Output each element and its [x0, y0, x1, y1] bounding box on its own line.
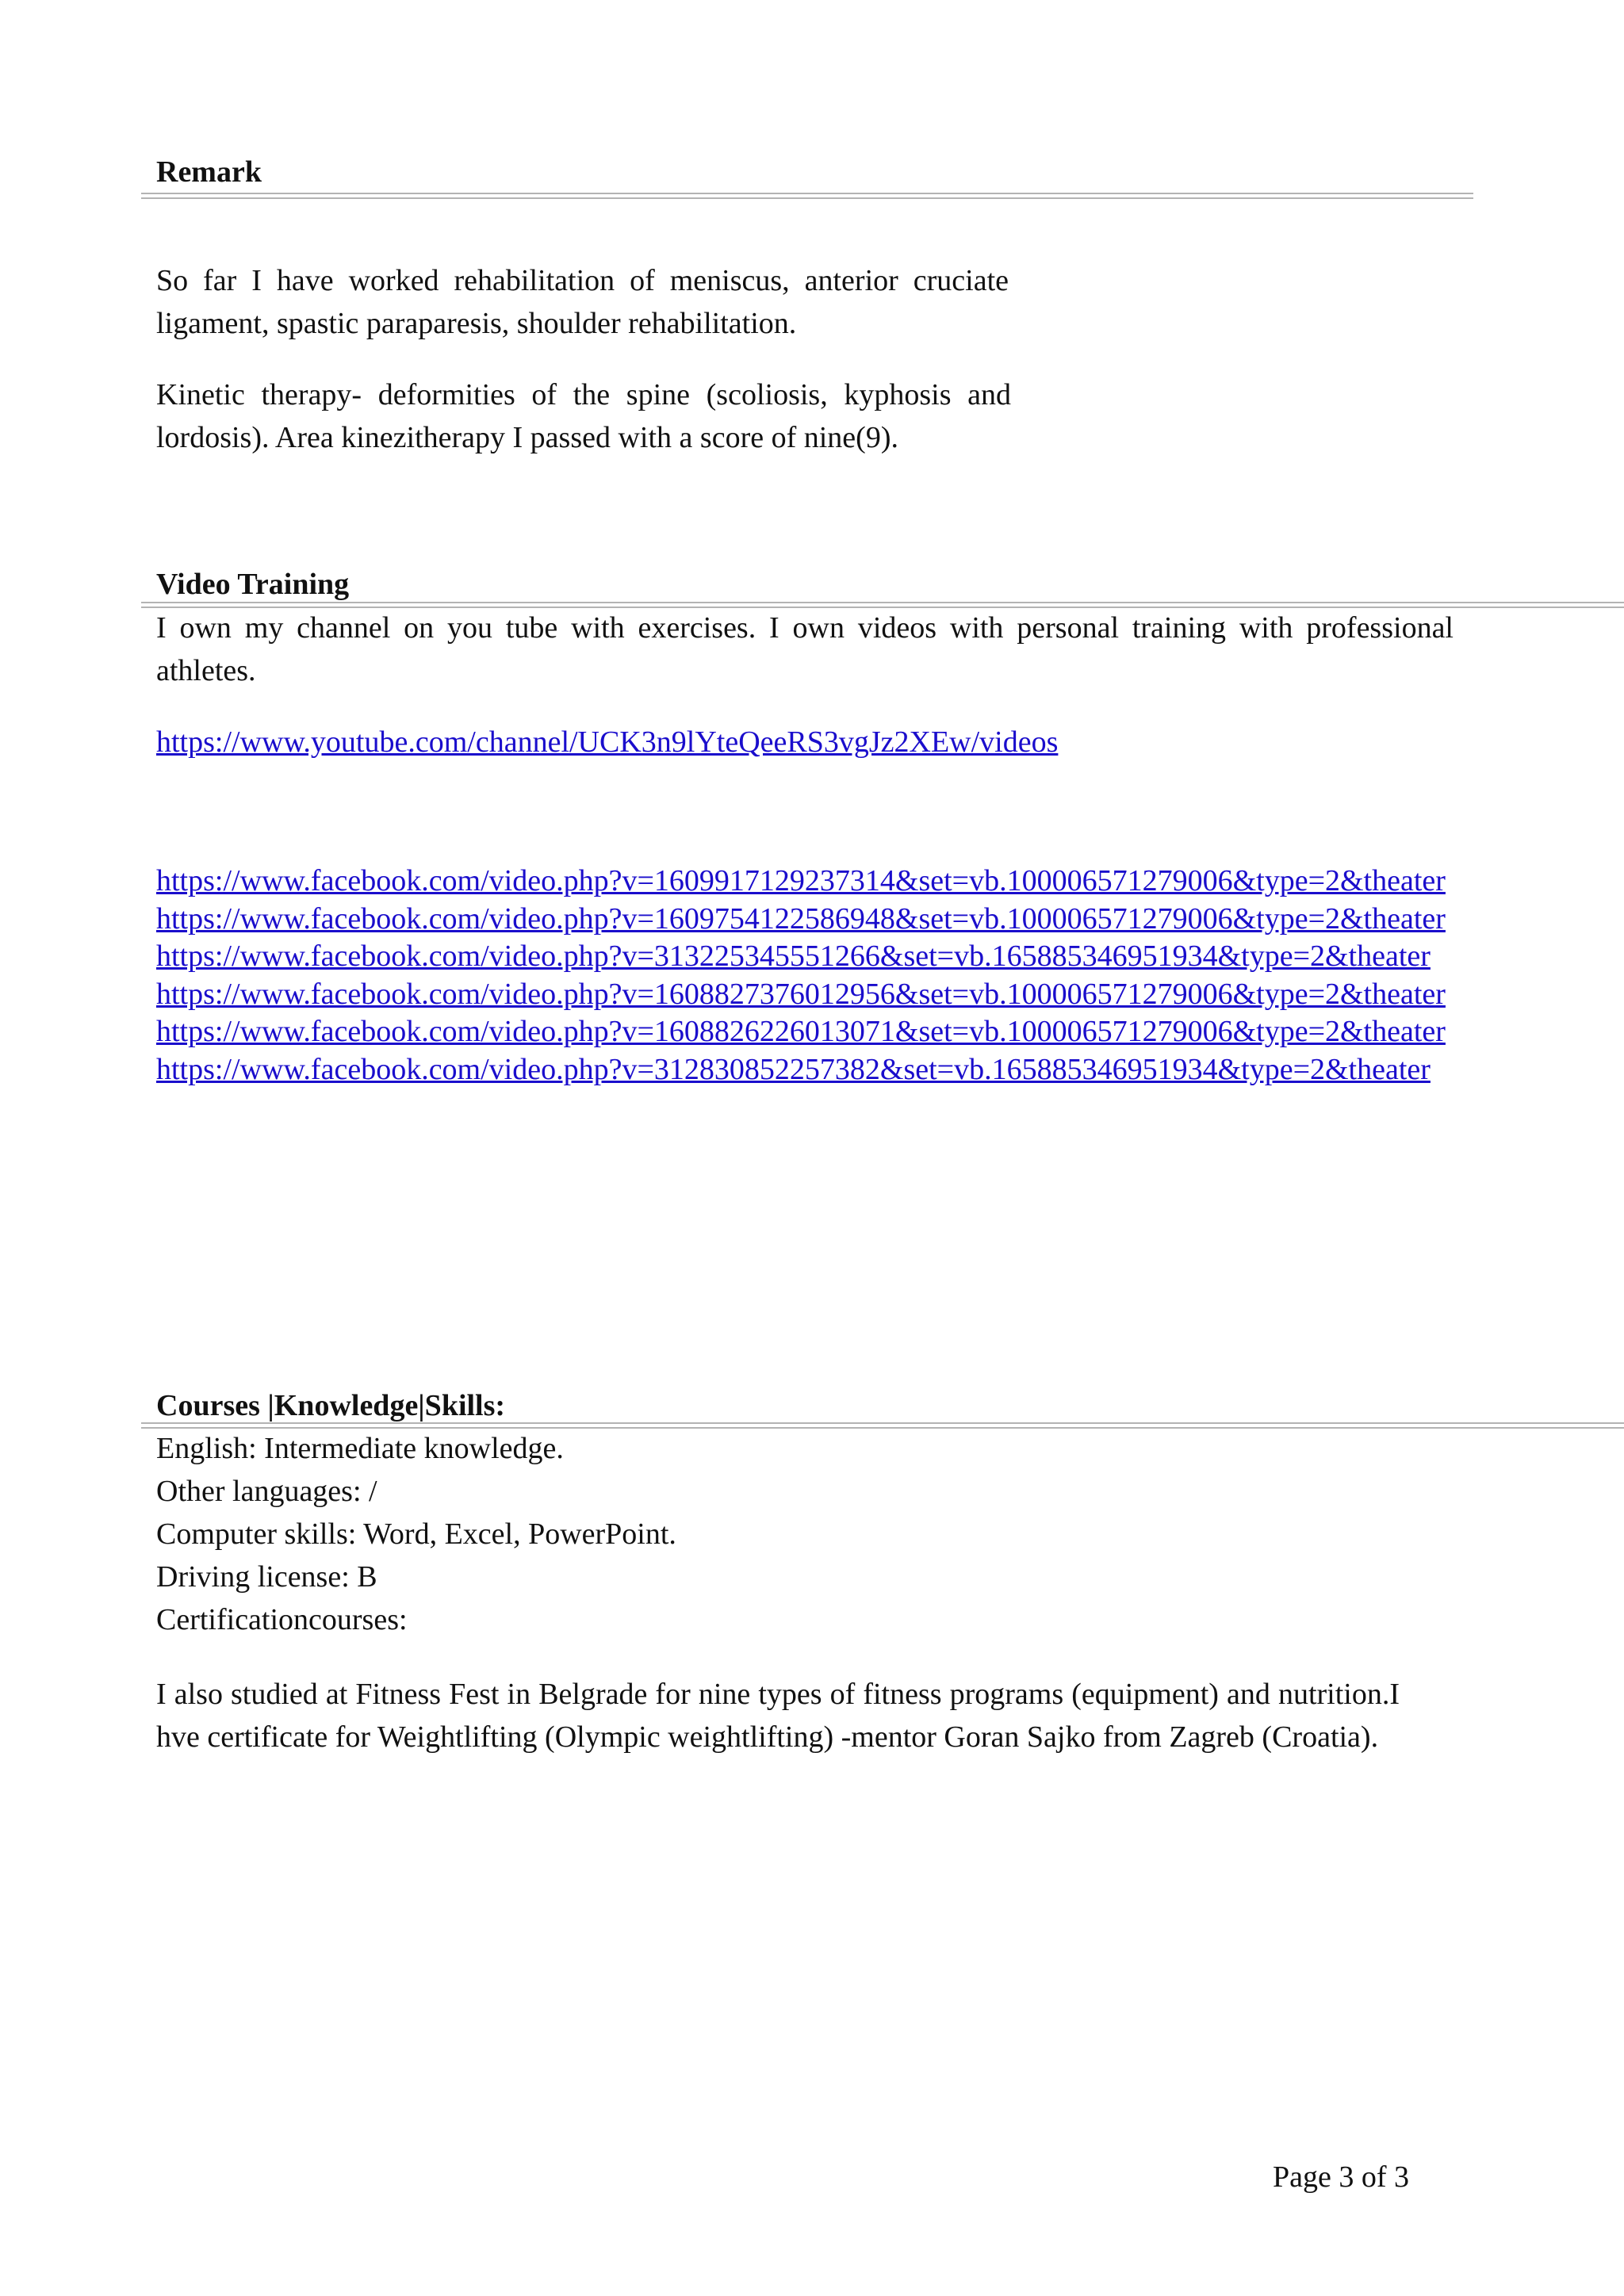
skill-item-computer: Computer skills: Word, Excel, PowerPoint.: [156, 1517, 676, 1551]
facebook-video-link[interactable]: https://www.facebook.com/video.php?v=1609917129237314&set=vb.100006571279006&type=2&theater: [156, 864, 1446, 897]
remark-divider: [141, 193, 1473, 199]
skill-item-driving: Driving license: B: [156, 1560, 377, 1594]
remark-text-2: Kinetic therapy- deformities of the spine (scoliosis, kyphosis and lordosis). Area kinezitherapy I passed with a score of nine(9).: [156, 378, 1011, 454]
courses-heading: Courses |Knowledge|Skills:: [156, 1389, 506, 1422]
video-training-intro-text: I own my channel on you tube with exercises. I own videos with personal training with professional athletes.: [156, 611, 1454, 687]
youtube-channel-link[interactable]: https://www.youtube.com/channel/UCK3n9lYteQeeRS3vgJz2XEw/videos: [156, 725, 1059, 759]
facebook-video-link[interactable]: https://www.facebook.com/video.php?v=1609754122586948&set=vb.100006571279006&type=2&theater: [156, 901, 1446, 936]
skill-item-english: English: Intermediate knowledge.: [156, 1432, 564, 1465]
remark-paragraph-2: [156, 373, 1011, 459]
facebook-video-link[interactable]: https://www.facebook.com/video.php?v=313225345551266&set=vb.165885346951934&type=2&theater: [156, 939, 1431, 974]
remark-heading: Remark: [156, 155, 262, 189]
page-number: Page 3 of 3: [1273, 2160, 1410, 2194]
skills-list: [156, 1427, 1266, 1641]
video-training-heading: Video Training: [156, 568, 350, 601]
facebook-video-link[interactable]: https://www.facebook.com/video.php?v=1608827376012956&set=vb.100006571279006&type=2&theater: [156, 977, 1446, 1011]
skill-item-other-languages: Other languages: /: [156, 1475, 377, 1508]
skill-item-certification: Certificationcourses:: [156, 1603, 408, 1636]
courses-paragraph: [156, 1673, 1400, 1758]
video-training-intro: [156, 607, 1454, 692]
facebook-video-link[interactable]: https://www.facebook.com/video.php?v=1608826226013071&set=vb.100006571279006&type=2&theater: [156, 1015, 1446, 1049]
remark-text-1: So far I have worked rehabilitation of meniscus, anterior cruciate ligament, spastic paraparesis, shoulder rehabilitation.: [156, 264, 1009, 340]
facebook-video-link[interactable]: https://www.facebook.com/video.php?v=312830852257382&set=vb.165885346951934&type=2&theater: [156, 1052, 1431, 1086]
courses-paragraph-text: I also studied at Fitness Fest in Belgrade for nine types of fitness programs (equipment) and nutrition.I hve certificate for Weightlifting (Olympic weightlifting) -mentor Goran Sajko from Zagreb (Croatia).: [156, 1678, 1400, 1754]
remark-paragraph-1: [156, 259, 1009, 345]
facebook-video-links: [156, 863, 1504, 1089]
